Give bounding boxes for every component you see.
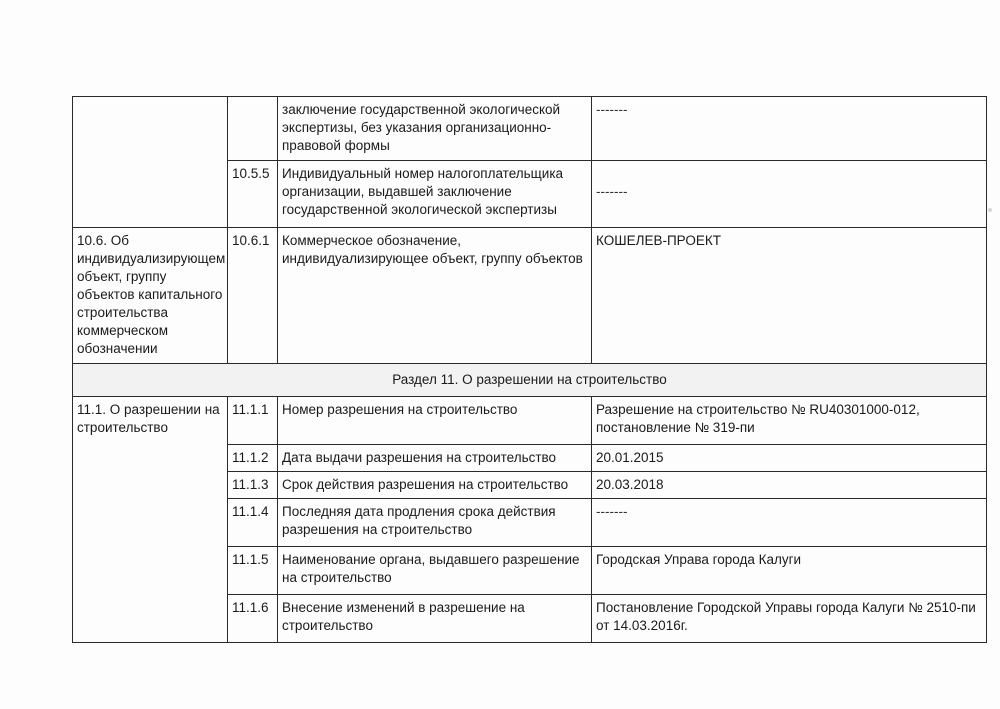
value-cell: КОШЕЛЕВ-ПРОЕКТ [592, 228, 987, 364]
value-cell: Городская Управа города Калуги [592, 547, 987, 595]
table-row [73, 397, 987, 445]
value-cell: Постановление Городской Управы города Калуги № 2510-пи от 14.03.2016г. [592, 595, 987, 643]
group-cell: 11.1. О разрешении на строительство [73, 397, 228, 643]
code-cell: 10.6.1 [228, 228, 278, 364]
description-cell: Внесение изменений в разрешение на строительство [278, 595, 592, 643]
code-cell: 11.1.3 [228, 472, 278, 499]
value-cell: 20.01.2015 [592, 445, 987, 472]
code-cell-empty [228, 97, 278, 161]
description-cell: Наименование органа, выдавшего разрешение на строительство [278, 547, 592, 595]
declaration-table [72, 96, 987, 643]
value-text: ------- [596, 184, 628, 199]
value-cell: ------- [592, 499, 987, 547]
description-cell: Последняя дата продления срока действия разрешения на строительство [278, 499, 592, 547]
description-cell: Номер разрешения на строительство [278, 397, 592, 445]
value-cell: 20.03.2018 [592, 472, 987, 499]
code-cell: 11.1.4 [228, 499, 278, 547]
scan-speck [988, 208, 992, 212]
code-cell: 11.1.2 [228, 445, 278, 472]
description-cell: Индивидуальный номер налогоплательщика организации, выдавшей заключение государственной экологической экспертизы [278, 161, 592, 228]
value-cell: Разрешение на строительство № RU40301000-012, постановление № 319-пи [592, 397, 987, 445]
code-cell: 11.1.1 [228, 397, 278, 445]
description-cell: Дата выдачи разрешения на строительство [278, 445, 592, 472]
value-cell [592, 161, 987, 228]
group-cell-empty [73, 97, 228, 228]
table-row [73, 97, 987, 161]
code-cell: 10.5.5 [228, 161, 278, 228]
table-row [73, 228, 987, 364]
group-cell: 10.6. Об индивидуализирующем объект, группу объектов капитального строительства коммерческом обозначении [73, 228, 228, 364]
code-cell: 11.1.6 [228, 595, 278, 643]
value-cell: ------- [592, 97, 987, 161]
section-row [73, 364, 987, 397]
description-cell: Коммерческое обозначение, индивидуализирующее объект, группу объектов [278, 228, 592, 364]
code-cell: 11.1.5 [228, 547, 278, 595]
section-title: Раздел 11. О разрешении на строительство [73, 364, 987, 397]
description-cell: Срок действия разрешения на строительство [278, 472, 592, 499]
description-cell: заключение государственной экологической экспертизы, без указания организационно-правовой формы [278, 97, 592, 161]
